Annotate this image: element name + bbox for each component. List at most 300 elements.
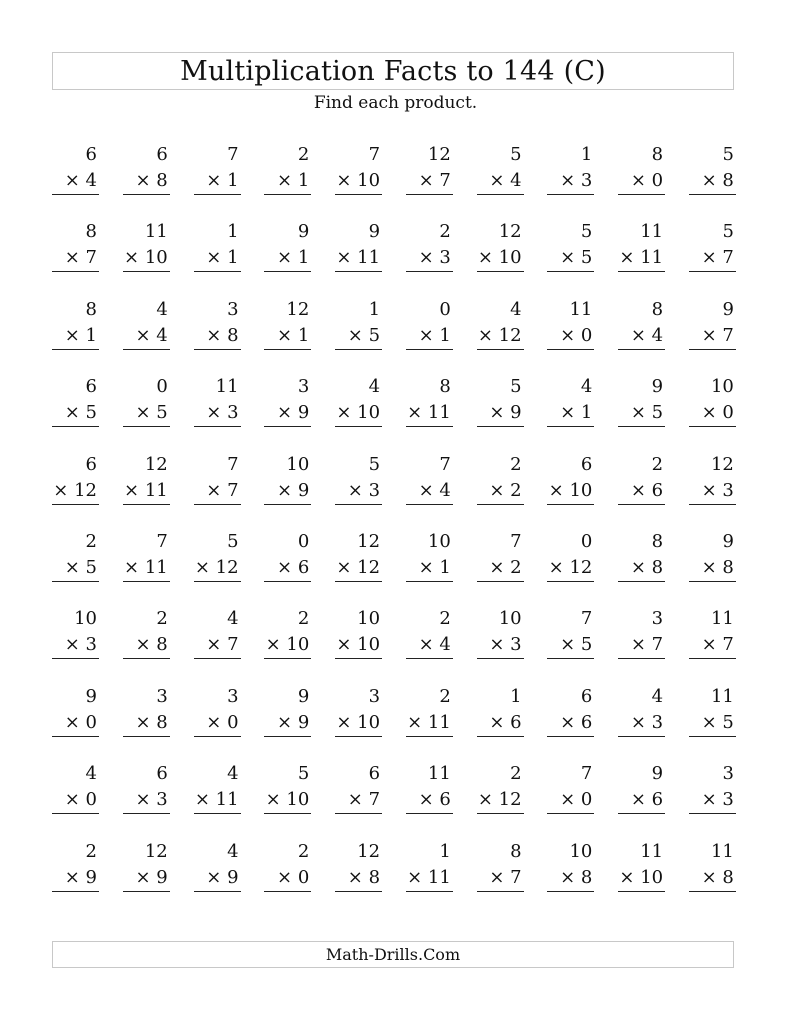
- multiplier-with-answer-line: × 3: [194, 400, 241, 427]
- multiplier-with-answer-line: × 3: [477, 632, 524, 659]
- multiplication-problem: [194, 839, 241, 916]
- multiplication-problem: [547, 219, 594, 296]
- multiplication-problem: [406, 761, 453, 838]
- multiplicand: 9: [85, 685, 97, 707]
- multiplication-problem: [406, 142, 453, 219]
- multiplier-with-answer-line: × 10: [264, 787, 311, 814]
- multiplier-with-answer-line: × 1: [194, 168, 241, 195]
- multiplicand: 3: [227, 685, 239, 707]
- multiplier-with-answer-line: × 3: [123, 787, 170, 814]
- multiplicand: 12: [427, 144, 451, 165]
- multiplier-with-answer-line: × 8: [689, 168, 736, 195]
- multiplication-problem: [618, 452, 665, 529]
- multiplicand: 5: [510, 144, 522, 165]
- multiplier-with-answer-line: × 3: [335, 478, 382, 505]
- multiplication-problem: [52, 374, 99, 451]
- multiplier-with-answer-line: × 12: [52, 478, 99, 505]
- multiplication-problem: [689, 142, 736, 219]
- multiplication-problem: [123, 297, 170, 374]
- multiplier-with-answer-line: × 9: [52, 865, 99, 892]
- multiplier-with-answer-line: × 9: [123, 865, 170, 892]
- multiplicand: 11: [710, 608, 734, 630]
- multiplication-problem: [52, 452, 99, 529]
- multiplier-with-answer-line: × 0: [618, 168, 665, 195]
- multiplication-problem: [194, 374, 241, 451]
- multiplication-problem: [335, 839, 382, 916]
- multiplication-problem: [477, 374, 524, 451]
- multiplier-with-answer-line: × 7: [689, 632, 736, 659]
- multiplication-problem: [264, 297, 311, 374]
- multiplier-with-answer-line: × 0: [194, 710, 241, 737]
- multiplier-with-answer-line: × 11: [123, 555, 170, 582]
- multiplier-with-answer-line: × 8: [335, 865, 382, 892]
- multiplication-problem: [477, 452, 524, 529]
- multiplicand: 11: [710, 685, 734, 707]
- multiplier-with-answer-line: × 4: [477, 168, 524, 195]
- multiplicand: 2: [510, 763, 522, 785]
- multiplicand: 8: [651, 144, 664, 165]
- multiplicand: 0: [580, 530, 593, 552]
- multiplicand: 2: [510, 453, 522, 475]
- multiplier-with-answer-line: × 0: [52, 710, 99, 737]
- multiplier-with-answer-line: × 7: [335, 787, 382, 814]
- multiplication-problem: [406, 839, 453, 916]
- multiplier-with-answer-line: × 1: [264, 323, 311, 350]
- multiplier-with-answer-line: × 5: [618, 400, 665, 427]
- multiplication-problem: [618, 142, 665, 219]
- multiplicand: 5: [580, 221, 593, 243]
- multiplication-problem: [123, 219, 170, 296]
- multiplication-problem: [406, 219, 453, 296]
- multiplication-problem: [618, 297, 665, 374]
- multiplier-with-answer-line: × 0: [547, 787, 594, 814]
- multiplicand: 9: [297, 685, 310, 707]
- multiplication-problem: [335, 606, 382, 683]
- multiplication-problem: [406, 297, 453, 374]
- multiplier-with-answer-line: × 2: [477, 478, 524, 505]
- multiplication-problem: [194, 684, 241, 761]
- multiplicand: 4: [227, 608, 239, 630]
- multiplication-problem: [52, 529, 99, 606]
- multiplicand: 10: [427, 530, 451, 552]
- multiplier-with-answer-line: × 7: [477, 865, 524, 892]
- multiplication-problem: [618, 606, 665, 683]
- multiplicand: 5: [297, 763, 310, 785]
- multiplier-with-answer-line: × 10: [547, 478, 594, 505]
- multiplication-problem: [477, 839, 524, 916]
- multiplier-with-answer-line: × 1: [406, 323, 453, 350]
- multiplication-problem: [547, 142, 594, 219]
- multiplicand: 1: [580, 144, 593, 165]
- footer-box: [52, 941, 734, 968]
- multiplier-with-answer-line: × 11: [406, 865, 453, 892]
- multiplicand: 2: [297, 608, 310, 630]
- multiplication-problem: [689, 374, 736, 451]
- multiplication-problem: [689, 529, 736, 606]
- multiplier-with-answer-line: × 6: [477, 710, 524, 737]
- multiplicand: 1: [510, 685, 522, 707]
- multiplication-problem: [52, 684, 99, 761]
- multiplication-problem: [689, 452, 736, 529]
- multiplicand: 11: [569, 298, 593, 320]
- multiplier-with-answer-line: × 8: [689, 865, 736, 892]
- multiplier-with-answer-line: × 8: [123, 632, 170, 659]
- multiplier-with-answer-line: × 8: [547, 865, 594, 892]
- multiplication-problem: [335, 684, 382, 761]
- multiplication-problem: [123, 529, 170, 606]
- multiplication-problem: [335, 374, 382, 451]
- multiplier-with-answer-line: × 4: [123, 323, 170, 350]
- multiplication-problem: [264, 606, 311, 683]
- multiplicand: 7: [156, 530, 168, 552]
- multiplicand: 6: [156, 144, 168, 165]
- multiplication-problem: [547, 529, 594, 606]
- multiplier-with-answer-line: × 11: [618, 245, 665, 272]
- multiplier-with-answer-line: × 12: [194, 555, 241, 582]
- problem-row: [52, 142, 736, 219]
- multiplier-with-answer-line: × 2: [477, 555, 524, 582]
- problem-row: [52, 374, 736, 451]
- multiplication-problem: [477, 529, 524, 606]
- multiplicand: 6: [368, 763, 381, 785]
- multiplicand: 11: [710, 840, 734, 862]
- multiplicand: 7: [368, 144, 381, 165]
- multiplier-with-answer-line: × 3: [689, 478, 736, 505]
- multiplier-with-answer-line: × 1: [264, 245, 311, 272]
- multiplier-with-answer-line: × 3: [406, 245, 453, 272]
- multiplication-problem: [477, 142, 524, 219]
- multiplication-problem: [52, 606, 99, 683]
- multiplier-with-answer-line: × 0: [264, 865, 311, 892]
- multiplier-with-answer-line: × 3: [52, 632, 99, 659]
- multiplicand: 4: [227, 840, 239, 862]
- multiplier-with-answer-line: × 11: [335, 245, 382, 272]
- multiplier-with-answer-line: × 3: [547, 168, 594, 195]
- multiplicand: 12: [144, 840, 168, 862]
- multiplicand: 2: [439, 221, 451, 243]
- multiplication-problem: [689, 839, 736, 916]
- multiplicand: 11: [215, 376, 239, 398]
- multiplicand: 8: [85, 221, 97, 243]
- multiplication-problem: [547, 839, 594, 916]
- multiplier-with-answer-line: × 7: [689, 245, 736, 272]
- multiplicand: 5: [510, 376, 522, 398]
- multiplier-with-answer-line: × 10: [335, 400, 382, 427]
- multiplication-problem: [52, 761, 99, 838]
- multiplicand: 9: [722, 298, 734, 320]
- multiplier-with-answer-line: × 6: [406, 787, 453, 814]
- worksheet-instructions: Find each product.: [313, 93, 478, 113]
- multiplication-problem: [52, 297, 99, 374]
- multiplication-problem: [335, 219, 382, 296]
- multiplication-problem: [618, 374, 665, 451]
- multiplier-with-answer-line: × 10: [618, 865, 665, 892]
- multiplier-with-answer-line: × 4: [52, 168, 99, 195]
- multiplicand: 9: [651, 376, 664, 398]
- multiplier-with-answer-line: × 5: [547, 632, 594, 659]
- multiplier-with-answer-line: × 11: [194, 787, 241, 814]
- multiplicand: 8: [651, 298, 664, 320]
- multiplier-with-answer-line: × 5: [547, 245, 594, 272]
- multiplier-with-answer-line: × 7: [52, 245, 99, 272]
- multiplicand: 12: [357, 530, 381, 552]
- multiplier-with-answer-line: × 10: [123, 245, 170, 272]
- multiplicand: 5: [368, 453, 381, 475]
- multiplicand: 0: [156, 376, 168, 398]
- multiplicand: 12: [498, 221, 522, 243]
- multiplier-with-answer-line: × 0: [547, 323, 594, 350]
- multiplication-problem: [477, 684, 524, 761]
- multiplier-with-answer-line: × 1: [547, 400, 594, 427]
- multiplicand: 2: [85, 840, 97, 862]
- multiplier-with-answer-line: × 12: [547, 555, 594, 582]
- multiplication-problem: [477, 761, 524, 838]
- multiplicand: 3: [651, 608, 664, 630]
- multiplier-with-answer-line: × 9: [194, 865, 241, 892]
- multiplicand: 10: [286, 453, 310, 475]
- multiplier-with-answer-line: × 6: [264, 555, 311, 582]
- multiplication-problem: [547, 761, 594, 838]
- multiplication-problem: [264, 761, 311, 838]
- multiplier-with-answer-line: × 1: [264, 168, 311, 195]
- multiplicand: 8: [85, 298, 97, 320]
- multiplier-with-answer-line: × 12: [335, 555, 382, 582]
- multiplicand: 2: [439, 608, 451, 630]
- multiplier-with-answer-line: × 7: [194, 478, 241, 505]
- multiplication-problem: [689, 297, 736, 374]
- problem-row: [52, 606, 736, 683]
- multiplicand: 6: [85, 376, 97, 398]
- multiplicand: 0: [439, 298, 451, 320]
- multiplier-with-answer-line: × 7: [406, 168, 453, 195]
- multiplication-problem: [547, 374, 594, 451]
- multiplicand: 10: [357, 608, 381, 630]
- multiplicand: 7: [439, 453, 451, 475]
- problem-row: [52, 684, 736, 761]
- multiplication-problem: [264, 374, 311, 451]
- multiplicand: 3: [156, 685, 168, 707]
- multiplication-problem: [264, 839, 311, 916]
- multiplier-with-answer-line: × 6: [547, 710, 594, 737]
- multiplication-problem: [123, 374, 170, 451]
- multiplicand: 4: [368, 376, 381, 398]
- multiplication-problem: [194, 606, 241, 683]
- multiplication-problem: [406, 374, 453, 451]
- multiplication-problem: [194, 529, 241, 606]
- problem-row: [52, 452, 736, 529]
- multiplicand: 5: [722, 221, 734, 243]
- multiplicand: 11: [427, 763, 451, 785]
- title-box: [52, 52, 734, 90]
- multiplicand: 4: [156, 298, 168, 320]
- multiplicand: 5: [722, 144, 734, 165]
- multiplier-with-answer-line: × 1: [194, 245, 241, 272]
- multiplication-problem: [123, 142, 170, 219]
- multiplicand: 1: [227, 221, 239, 243]
- multiplier-with-answer-line: × 1: [52, 323, 99, 350]
- multiplicand: 7: [227, 453, 239, 475]
- multiplier-with-answer-line: × 8: [194, 323, 241, 350]
- multiplicand: 2: [651, 453, 664, 475]
- multiplicand: 1: [368, 298, 381, 320]
- multiplication-problem: [689, 219, 736, 296]
- multiplicand: 2: [439, 685, 451, 707]
- multiplicand: 2: [156, 608, 168, 630]
- multiplier-with-answer-line: × 7: [618, 632, 665, 659]
- multiplier-with-answer-line: × 10: [335, 168, 382, 195]
- multiplicand: 6: [85, 144, 97, 165]
- multiplicand: 6: [85, 453, 97, 475]
- problem-grid: [52, 142, 736, 916]
- multiplier-with-answer-line: × 9: [264, 478, 311, 505]
- multiplicand: 6: [156, 763, 168, 785]
- multiplier-with-answer-line: × 5: [335, 323, 382, 350]
- multiplier-with-answer-line: × 11: [123, 478, 170, 505]
- multiplication-problem: [123, 606, 170, 683]
- multiplicand: 4: [510, 298, 522, 320]
- multiplication-problem: [618, 684, 665, 761]
- multiplicand: 0: [297, 530, 310, 552]
- multiplicand: 7: [510, 530, 522, 552]
- multiplier-with-answer-line: × 3: [618, 710, 665, 737]
- multiplier-with-answer-line: × 9: [264, 710, 311, 737]
- multiplication-problem: [52, 839, 99, 916]
- multiplicand: 12: [144, 453, 168, 475]
- multiplier-with-answer-line: × 7: [194, 632, 241, 659]
- multiplier-with-answer-line: × 11: [406, 710, 453, 737]
- multiplication-problem: [547, 606, 594, 683]
- multiplication-problem: [194, 761, 241, 838]
- multiplication-problem: [264, 142, 311, 219]
- multiplicand: 2: [297, 144, 310, 165]
- worksheet-title: Multiplication Facts to 144 (C): [180, 55, 606, 87]
- multiplicand: 12: [357, 840, 381, 862]
- multiplier-with-answer-line: × 9: [264, 400, 311, 427]
- multiplier-with-answer-line: × 5: [52, 400, 99, 427]
- multiplier-with-answer-line: × 6: [618, 478, 665, 505]
- problem-row: [52, 219, 736, 296]
- multiplicand: 5: [227, 530, 239, 552]
- multiplicand: 10: [569, 840, 593, 862]
- multiplier-with-answer-line: × 6: [618, 787, 665, 814]
- multiplication-problem: [123, 684, 170, 761]
- multiplication-problem: [264, 684, 311, 761]
- multiplication-problem: [477, 297, 524, 374]
- multiplier-with-answer-line: × 10: [477, 245, 524, 272]
- multiplier-with-answer-line: × 4: [406, 478, 453, 505]
- multiplicand: 4: [580, 376, 593, 398]
- multiplication-problem: [406, 606, 453, 683]
- multiplier-with-answer-line: × 5: [689, 710, 736, 737]
- multiplicand: 7: [227, 144, 239, 165]
- multiplier-with-answer-line: × 5: [123, 400, 170, 427]
- multiplier-with-answer-line: × 8: [123, 168, 170, 195]
- multiplication-problem: [194, 297, 241, 374]
- multiplicand: 3: [297, 376, 310, 398]
- multiplication-problem: [547, 297, 594, 374]
- multiplication-problem: [406, 452, 453, 529]
- multiplier-with-answer-line: × 0: [52, 787, 99, 814]
- multiplication-problem: [689, 606, 736, 683]
- multiplication-problem: [264, 452, 311, 529]
- multiplicand: 10: [498, 608, 522, 630]
- multiplication-problem: [547, 452, 594, 529]
- multiplication-problem: [477, 606, 524, 683]
- multiplication-problem: [123, 839, 170, 916]
- multiplicand: 3: [722, 763, 734, 785]
- multiplication-problem: [335, 761, 382, 838]
- multiplication-problem: [406, 529, 453, 606]
- multiplicand: 10: [710, 376, 734, 398]
- multiplicand: 8: [651, 530, 664, 552]
- multiplicand: 8: [510, 840, 522, 862]
- multiplicand: 7: [580, 608, 593, 630]
- multiplication-problem: [618, 839, 665, 916]
- multiplier-with-answer-line: × 3: [689, 787, 736, 814]
- multiplicand: 4: [85, 763, 97, 785]
- multiplication-problem: [335, 142, 382, 219]
- multiplier-with-answer-line: × 0: [689, 400, 736, 427]
- multiplicand: 11: [640, 221, 664, 243]
- multiplication-problem: [194, 219, 241, 296]
- multiplicand: 2: [85, 530, 97, 552]
- multiplicand: 8: [439, 376, 451, 398]
- multiplier-with-answer-line: × 10: [264, 632, 311, 659]
- multiplier-with-answer-line: × 8: [123, 710, 170, 737]
- multiplicand: 3: [368, 685, 381, 707]
- multiplicand: 12: [286, 298, 310, 320]
- multiplication-problem: [689, 684, 736, 761]
- multiplier-with-answer-line: × 10: [335, 710, 382, 737]
- multiplication-problem: [618, 529, 665, 606]
- multiplication-problem: [264, 529, 311, 606]
- multiplier-with-answer-line: × 12: [477, 323, 524, 350]
- multiplicand: 9: [651, 763, 664, 785]
- multiplier-with-answer-line: × 8: [689, 555, 736, 582]
- multiplication-problem: [194, 452, 241, 529]
- problem-row: [52, 839, 736, 916]
- problem-row: [52, 529, 736, 606]
- multiplier-with-answer-line: × 7: [689, 323, 736, 350]
- problem-row: [52, 297, 736, 374]
- multiplication-problem: [264, 219, 311, 296]
- multiplicand: 3: [227, 298, 239, 320]
- multiplicand: 10: [74, 608, 97, 630]
- multiplication-problem: [335, 452, 382, 529]
- multiplier-with-answer-line: × 12: [477, 787, 524, 814]
- multiplier-with-answer-line: × 4: [618, 323, 665, 350]
- multiplicand: 4: [651, 685, 664, 707]
- multiplication-problem: [477, 219, 524, 296]
- multiplicand: 2: [297, 840, 310, 862]
- multiplication-problem: [618, 219, 665, 296]
- multiplier-with-answer-line: × 11: [406, 400, 453, 427]
- multiplication-problem: [547, 684, 594, 761]
- multiplication-problem: [52, 219, 99, 296]
- multiplication-problem: [335, 529, 382, 606]
- multiplication-problem: [194, 142, 241, 219]
- multiplier-with-answer-line: × 9: [477, 400, 524, 427]
- footer-site-name: Math-Drills.Com: [325, 945, 461, 964]
- multiplicand: 1: [439, 840, 451, 862]
- multiplication-problem: [335, 297, 382, 374]
- multiplicand: 4: [227, 763, 239, 785]
- multiplication-problem: [689, 761, 736, 838]
- multiplication-problem: [52, 142, 99, 219]
- multiplicand: 9: [368, 221, 381, 243]
- multiplier-with-answer-line: × 4: [406, 632, 453, 659]
- multiplicand: 6: [580, 685, 593, 707]
